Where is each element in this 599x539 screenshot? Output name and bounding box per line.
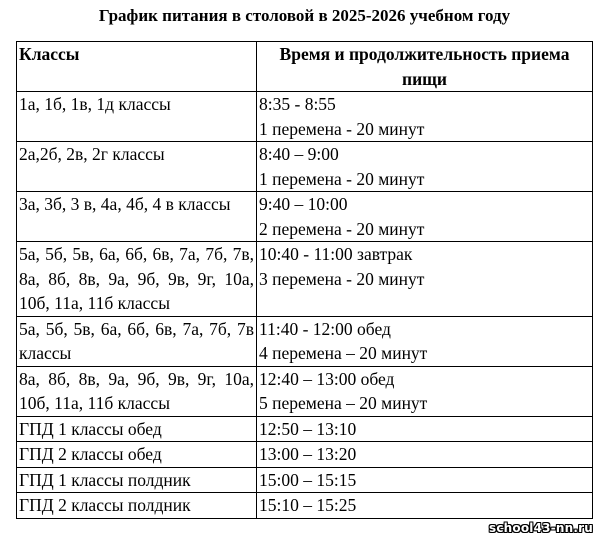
- table-row: [17, 316, 593, 366]
- time-cell: [257, 467, 593, 493]
- break-info: 5 перемена – 20 минут: [259, 393, 428, 413]
- classes-cell: 8а, 8б, 8в, 9а, 9б, 9в, 9г, 10а, 10б, 11а, 11б классы: [17, 366, 257, 416]
- classes-cell: 2а,2б, 2в, 2г классы: [17, 142, 257, 192]
- classes-cell: ГПД 1 классы обед: [17, 416, 257, 442]
- time-cell: [257, 242, 593, 317]
- column-header-time: Время и продолжительность приема пищи: [257, 42, 593, 92]
- meal-time: 12:50 – 13:10: [259, 418, 357, 439]
- time-cell: [257, 442, 593, 468]
- time-cell: [257, 366, 593, 416]
- time-cell: [257, 142, 593, 192]
- meal-time: 12:40 – 13:00 обед: [259, 368, 395, 389]
- table-row: [17, 192, 593, 242]
- classes-cell: 5а, 5б, 5в, 6а, 6б, 6в, 7а, 7б, 7в, 8а, 8б, 8в, 9а, 9б, 9в, 9г, 10а, 10б, 11а, 11б классы: [17, 242, 257, 317]
- page-title: График питания в столовой в 2025-2026 учебном году: [98, 6, 511, 25]
- break-info: 1 перемена - 20 минут: [259, 118, 425, 139]
- classes-cell: 3а, 3б, 3 в, 4а, 4б, 4 в классы: [17, 192, 257, 242]
- site-watermark: school43-nn.ru: [489, 521, 593, 535]
- meal-time: 13:00 – 13:20: [259, 444, 357, 464]
- table-header-row: [17, 42, 593, 92]
- meal-time: 15:10 – 15:25: [259, 495, 357, 515]
- column-header-classes: Классы: [17, 42, 257, 92]
- table-row: [17, 493, 593, 519]
- table-row: [17, 416, 593, 442]
- table-row: [17, 92, 593, 142]
- table-row: [17, 142, 593, 192]
- break-info: 3 перемена - 20 минут: [259, 268, 425, 289]
- table-row: [17, 467, 593, 493]
- break-info: 2 перемена - 20 минут: [259, 218, 425, 239]
- classes-cell: 5а, 5б, 5в, 6а, 6б, 6в, 7а, 7б, 7в классы: [17, 316, 257, 366]
- classes-cell: ГПД 2 классы обед: [17, 442, 257, 468]
- table-row: [17, 366, 593, 416]
- meal-schedule-table: [16, 41, 593, 519]
- classes-cell: 1а, 1б, 1в, 1д классы: [17, 92, 257, 142]
- meal-time: 8:40 – 9:00: [259, 144, 339, 164]
- break-info: 4 перемена – 20 минут: [259, 343, 428, 363]
- time-cell: [257, 493, 593, 519]
- meal-time: 10:40 - 11:00 завтрак: [259, 244, 413, 264]
- meal-time: 11:40 - 12:00 обед: [259, 318, 391, 339]
- meal-time: 15:00 – 15:15: [259, 469, 357, 490]
- meal-time: 8:35 - 8:55: [259, 94, 336, 114]
- time-cell: [257, 92, 593, 142]
- time-cell: [257, 192, 593, 242]
- classes-cell: ГПД 2 классы полдник: [17, 493, 257, 519]
- table-row: [17, 442, 593, 468]
- time-cell: [257, 316, 593, 366]
- meal-time: 9:40 – 10:00: [259, 194, 348, 214]
- time-cell: [257, 416, 593, 442]
- table-row: [17, 242, 593, 317]
- classes-cell: ГПД 1 классы полдник: [17, 467, 257, 493]
- break-info: 1 перемена - 20 минут: [259, 168, 425, 189]
